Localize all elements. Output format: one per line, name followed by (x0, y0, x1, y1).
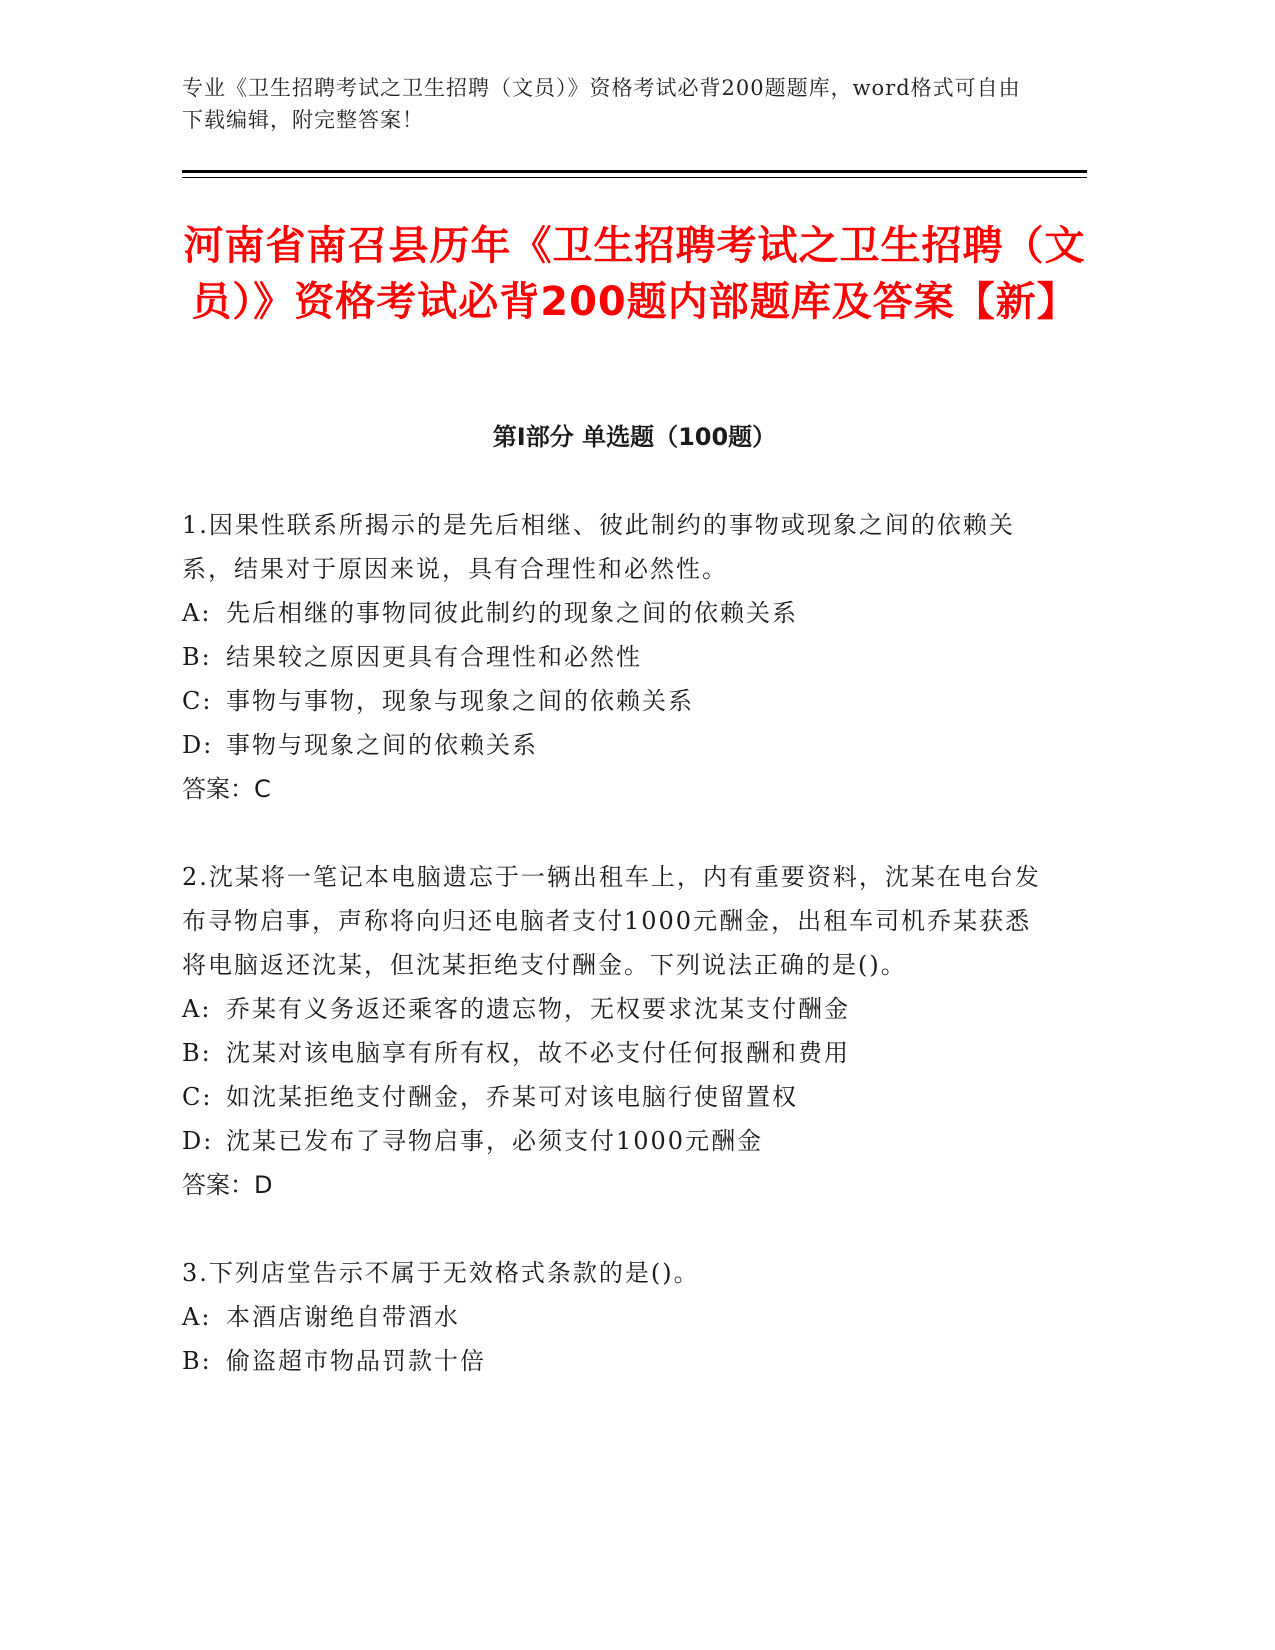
option-b (182, 635, 1042, 679)
option-text: 结果较之原因更具有合理性和必然性 (226, 643, 642, 671)
option-label: B: (182, 1347, 212, 1375)
option-text: 如沈某拒绝支付酬金，乔某可对该电脑行使留置权 (226, 1083, 798, 1111)
question-1 (182, 503, 1042, 811)
question-2 (182, 855, 1042, 1207)
option-a (182, 591, 1042, 635)
option-label: C: (182, 1083, 213, 1111)
option-a (182, 1295, 1042, 1339)
option-text: 事物与现象之间的依赖关系 (226, 731, 538, 759)
option-label: A: (182, 995, 212, 1023)
option-text: 沈某已发布了寻物启事，必须支付1000元酬金 (226, 1127, 764, 1155)
header-rule-thin (182, 177, 1087, 178)
option-label: D: (182, 1127, 214, 1155)
option-a (182, 987, 1042, 1031)
option-text: 本酒店谢绝自带酒水 (226, 1303, 460, 1331)
option-label: C: (182, 687, 213, 715)
option-d (182, 1119, 1042, 1163)
question-3 (182, 1251, 1042, 1383)
option-b (182, 1339, 1042, 1383)
option-label: B: (182, 1039, 212, 1067)
option-label: B: (182, 643, 212, 671)
option-label: D: (182, 731, 214, 759)
answer-line: 答案：C (182, 775, 271, 803)
option-text: 偷盗超市物品罚款十倍 (226, 1347, 486, 1375)
option-c (182, 679, 1042, 723)
option-text: 先后相继的事物同彼此制约的现象之间的依赖关系 (226, 599, 798, 627)
section-heading: 第Ⅰ部分 单选题（100题） (492, 423, 777, 451)
answer-line: 答案：D (182, 1171, 273, 1199)
option-label: A: (182, 599, 212, 627)
question-stem: 2.沈某将一笔记本电脑遗忘于一辆出租车上，内有重要资料，沈某在电台发布寻物启事，声称将向归还电脑者支付1000元酬金，出租车司机乔某获悉将电脑返还沈某，但沈某拒绝支付酬金。下列说法正确的是()。 (182, 863, 1041, 979)
option-text: 事物与事物，现象与现象之间的依赖关系 (226, 687, 694, 715)
header-note: 专业《卫生招聘考试之卫生招聘（文员）》资格考试必背200题题库，word格式可自由下载编辑，附完整答案！ (182, 76, 1021, 132)
option-b (182, 1031, 1042, 1075)
document-title: 河南省南召县历年《卫生招聘考试之卫生招聘（文员）》资格考试必背200题内部题库及答案【新】 (183, 223, 1086, 325)
option-text: 沈某对该电脑享有所有权，故不必支付任何报酬和费用 (226, 1039, 850, 1067)
option-text: 乔某有义务返还乘客的遗忘物，无权要求沈某支付酬金 (226, 995, 850, 1023)
option-d (182, 723, 1042, 767)
option-label: A: (182, 1303, 212, 1331)
question-list (182, 503, 1042, 1427)
option-c (182, 1075, 1042, 1119)
question-stem: 1.因果性联系所揭示的是先后相继、彼此制约的事物或现象之间的依赖关系，结果对于原因来说，具有合理性和必然性。 (182, 511, 1015, 583)
header-rule-thick (182, 170, 1087, 173)
question-stem: 3.下列店堂告示不属于无效格式条款的是()。 (182, 1259, 700, 1287)
